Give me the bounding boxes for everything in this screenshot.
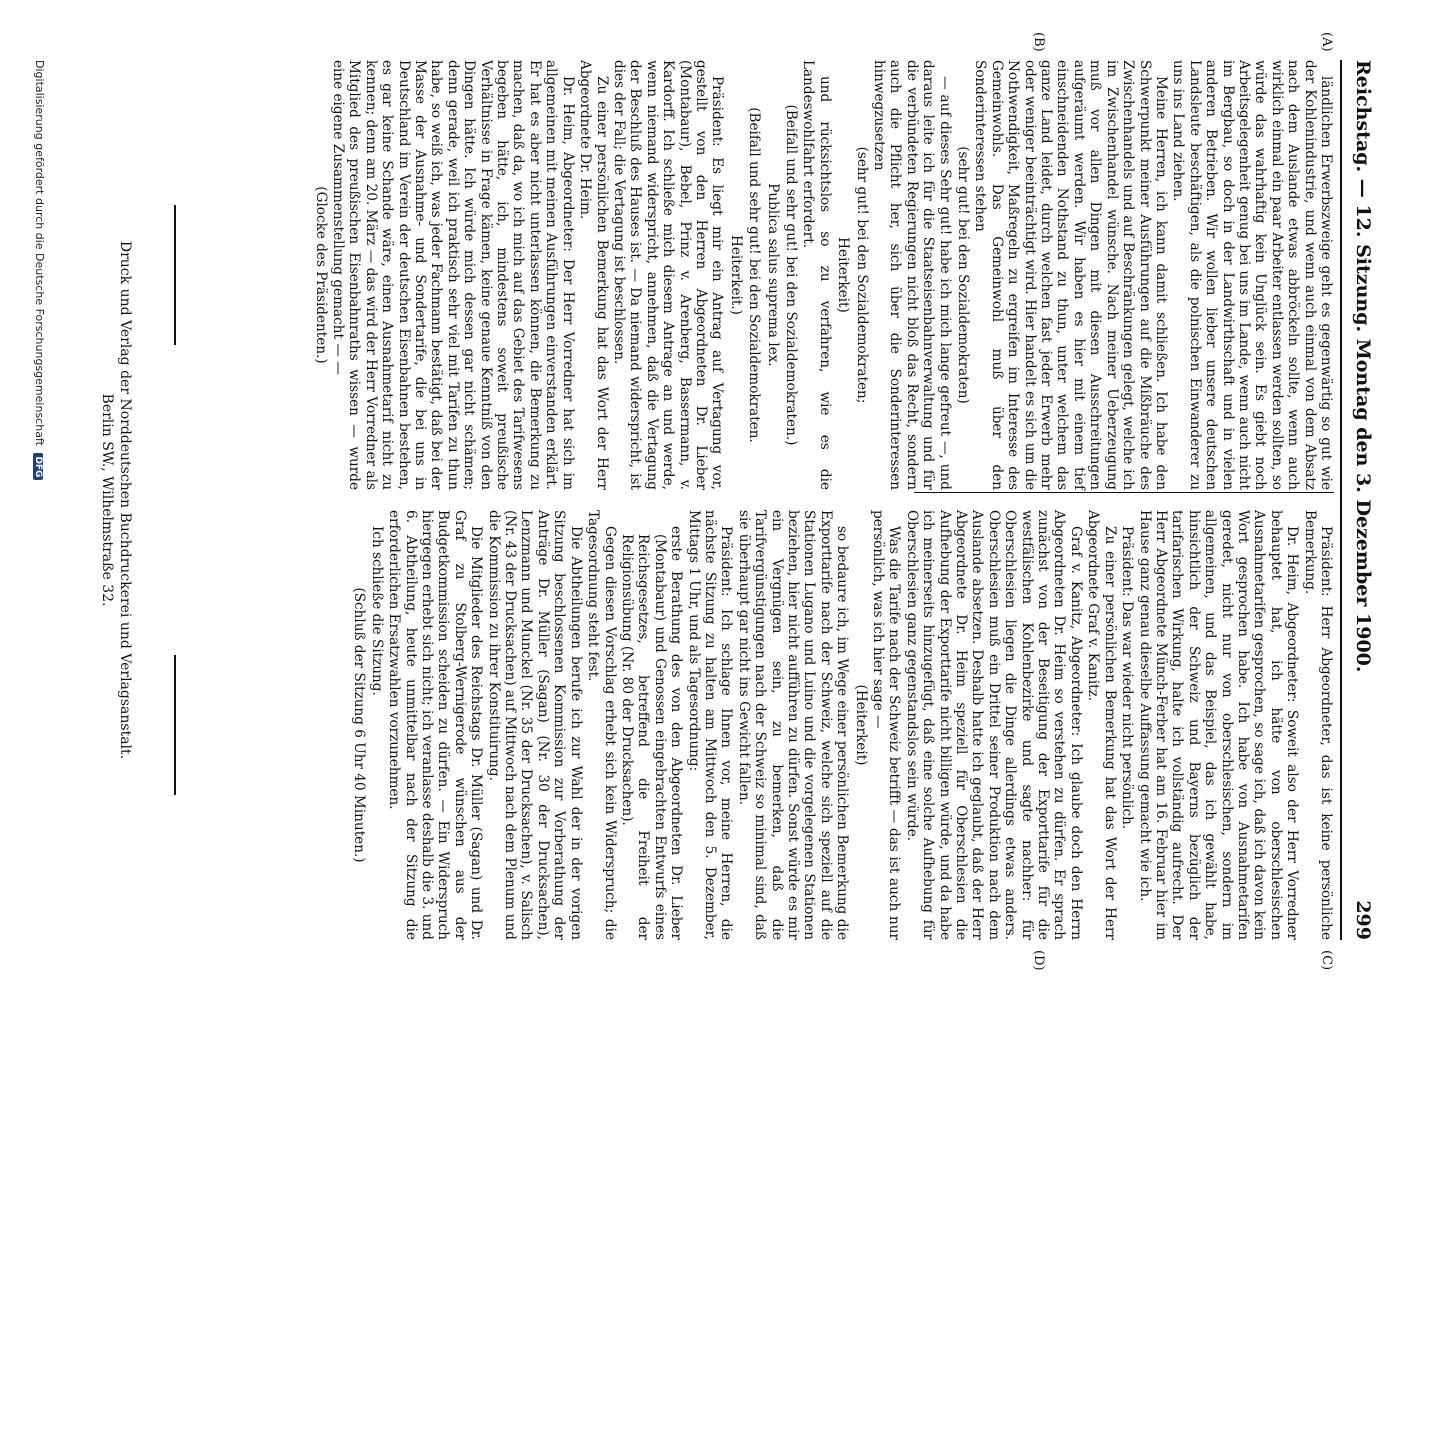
- imprint-line: Berlin SW., Wilhelmstraße 32.: [99, 393, 115, 607]
- section-rule-right: [174, 510, 176, 940]
- margin-marker-c: (C): [1319, 950, 1334, 971]
- interjection: (Heiterkeit): [852, 684, 869, 766]
- paragraph: — auf dieses Sehr gut! habe ich mich lange gefreut —, und daraus leite ich für die Staatseisenbahnverwaltung und für die verbündeten Regierungen nicht bloß das Recht, sondern auch die Pflicht her, sich über die Sonderinteressen hinwegzusetzen: [871, 60, 953, 490]
- digitization-text: Digitalisierung gefördert durch die Deutsche Forschungsgemeinschaft: [33, 60, 46, 446]
- paragraph: und rücksichtslos so zu verfahren, wie es die Landeswohlfahrt erfordert.: [800, 60, 833, 490]
- paragraph: Gegen diesen Vorschlag erhebt sich kein Widerspruch; die Tagesordnung steht fest.: [585, 510, 618, 940]
- margin-marker-a: (A): [1319, 32, 1334, 52]
- paragraph: Die Mitglieder des Reichstags Dr. Müller (Sagan) und Dr. Graf zu Stolberg-Wernigerode wünschen aus der Budgetkommission scheiden zu dürfen. — Ein Widerspruch hiergegen erhebt sich nicht; ich veranlasse deshalb die 3. und 6. Abtheilung, heute unmittelbar nach der Sitzung die erforderlichen Ersatzwahlen vorzunehmen.: [386, 510, 485, 940]
- page-number: 299: [1352, 900, 1374, 940]
- page-header: [1344, 60, 1374, 940]
- margin-marker-b: (B): [1031, 32, 1046, 52]
- imprint-line: Druck und Verlag der Norddeutschen Buchdruckerei und Verlagsanstalt.: [117, 240, 133, 760]
- dfg-logo-icon: DFG: [33, 453, 43, 480]
- paragraph: Zu einer persönlichen Bemerkung hat das Wort der Herr Abgeordnete Graf v. Kanitz.: [1085, 510, 1118, 940]
- column-divider: [914, 492, 1334, 493]
- paragraph: Präsident: Herr Abgeordneter, das ist keine persönliche Bemerkung.: [1301, 510, 1334, 940]
- left-column: [312, 60, 1334, 490]
- paragraph: Was die Tarife nach der Schweiz betrifft — das ist auch nur persönlich, was ich hier sage —: [870, 510, 903, 940]
- interjection: (Beifall und sehr gut! bei den Sozialdemokraten.): [783, 104, 799, 446]
- page-title: Reichstag. — 12. Sitzung. Montag den 3. Dezember 1900.: [1352, 60, 1374, 673]
- paragraph: Präsident: Ich schlage Ihnen vor, meine Herren, die nächste Sitzung zu halten am Mittwoch den 5. Dezember, Mittags 1 Uhr, und als Tagesordnung:: [685, 510, 735, 940]
- paragraph: Dr. Heim, Abgeordneter: Der Herr Vorredner hat sich im allgemeinen mit meinen Ausführungen einverstanden erklärt. Er hat es aber nicht unterlassen können, die Bemerkung zu machen, daß da, wo ich mich auf das Gebiet des Tarifwesens begeben hätte, ich, mindestens soweit preußische Verhältnisse in Frage kämen, keine genaue Kenntniß von den Dingen hätte. Ich würde mich dessen gar nicht schämen; denn gerade, weil ich praktisch sehr viel mit Tarifen zu thun habe, so weiß ich, was jeder Fachmann bestätigt, daß bei der Masse der Ausnahme- und Sondertarife, die bei uns in Deutschland im Verein der deutschen Eisenbahnen bestehen, es gar keine Schande wäre, einen Ausnahmetarif nicht zu kennen; denn am 20. März — das wird der Herr Vorredner als Mitglied des preußischen Eisenbahnraths wissen — wurde eine eigene Zusammenstellung gemacht — —: [330, 60, 576, 490]
- paragraph: Präsident: Das war wieder nicht persönlich.: [1119, 526, 1136, 830]
- section-rule-left: [174, 60, 176, 490]
- right-column: [351, 510, 1334, 940]
- paragraph: Dr. Heim, Abgeordneter: Soweit also der Herr Vorredner behauptet hat, ich hätte von oberschlesischen Ausnahmetarifen gesprochen, so sage ich, daß ich davon kein Wort gesprochen habe. Ich habe von Ausnahmetarifen geredet, nicht nur von oberschlesischen, sondern im allgemeinen, und das Beispiel, das ich gewählt habe, hinsichtlich der Schweiz und Bayerns bezüglich der tarifarischen Wirkung, halte ich vollständig aufrecht. Der Herr Abgeordnete Münch-Ferber hat am 16. Februar hier im Hause ganz genau dieselbe Auffassung gemacht wie ich.: [1136, 510, 1301, 940]
- interjection: (sehr gut! bei den Sozialdemokraten;: [853, 146, 870, 404]
- margin-marker-d: (D): [1031, 950, 1046, 971]
- session-close-note: (Schluß der Sitzung 6 Uhr 40 Minuten.): [351, 587, 368, 863]
- paragraph: Die Abtheilungen berufe ich zur Wahl der in der vorigen Sitzung beschlossenen Kommission zur Vorberathung der Anträge Dr. Müller (Sagan) (Nr. 30 der Drucksachen), Lenzmann und Munckel (Nr. 35 der Drucksachen), v. Salisch (Nr. 43 der Drucksachen) auf Mittwoch nach dem Plenum und die Kommission zu ihrer Konstituirung.: [485, 510, 584, 940]
- paragraph: Meine Herren, ich kann damit schließen. Ich habe den Schwerpunkt meiner Ausführungen auf die Mißbräuche des Zwischenhandels und auf Beschränkungen gelegt, welche ich im Zwischenhandel wünsche. Nach meiner Ueberzeugung muß vor allen Dingen mit diesen Ausschreitungen aufgeräumt werden. Wir haben es hier mit einem tief einschneidenden Nothstand zu thun, unter welchem das ganze Land leidet, durch welchen fast jeder Erwerb mehr oder weniger beeinträchtigt wird. Hier handelt es sich um die Nothwendigkeit, Maßregeln zu ergreifen im Interesse des Gemeinwohls. Das Gemeinwohl muß über den Sonderinteressen stehen: [972, 60, 1169, 490]
- paragraph: Ich schließe die Sitzung.: [368, 526, 385, 696]
- paragraph: Zu einer persönlichen Bemerkung hat das Wort der Herr Abgeordnete Dr. Heim.: [577, 60, 610, 490]
- interjection: Heiterkeit): [835, 237, 852, 313]
- latin-quote: Publica salus suprema lex.: [764, 183, 781, 367]
- paragraph: Graf v. Kanitz, Abgeordneter: Ich glaube doch den Herrn Abgeordneten Dr. Heim so verstehen zu dürfen. Er sprach zunächst von der Beseitigung der Exporttarife für die westfälischen Kohlenbezirke und sagte nachher: für Oberschlesien liegen die Dinge allerdings etwas anders. Oberschlesien muß ein Drittel seiner Produktion nach dem Auslande absetzen. Deshalb hatte ich geglaubt, daß der Herr Abgeordnete Dr. Heim speziell für Oberschlesien die Aufhebung der Exporttarife nicht billigen würde, und da habe ich meinerseits hinzugefügt, daß eine solche Aufhebung für Oberschlesien ganz gegenstandslos sein würde.: [903, 510, 1084, 940]
- agenda-item: erste Berathung des von den Abgeordneten Dr. Lieber (Montabaur) und Genossen eingebrachten Entwurfs eines Reichsgesetzes, betreffend die Freiheit der Religionsübung (Nr. 80 der Drucksachen).: [618, 526, 685, 940]
- interjection: (Glocke des Präsidenten.): [312, 186, 329, 364]
- paragraph: so bedaure ich, im Wege einer persönlichen Bemerkung die Exporttarife nach der Schweiz, welche sich speziell auf die Stationen Lugano und Luino und die vorgelegenen Stationen beziehen, hier nicht aufführen zu dürfen. Sonst würde es mir ein Vergnügen sein, zu bemerken, daß die Tarifvergünstigungen nach der Schweiz so minimal sind, daß sie überhaupt gar nicht ins Gewicht fallen.: [735, 510, 851, 940]
- header-rule: [1340, 60, 1342, 940]
- printer-imprint: [98, 60, 134, 940]
- interjection: (Beifall und sehr gut! bei den Sozialdemokraten.: [746, 107, 763, 443]
- interjection: Heiterkeit.): [727, 235, 744, 315]
- digitization-note: [33, 60, 46, 940]
- interjection: (sehr gut! bei den Sozialdemokraten): [955, 146, 972, 404]
- paragraph: Präsident: Es liegt mir ein Antrag auf Vertagung vor, gestellt von den Herren Abgeordneten Dr. Lieber (Montabaur), Bebel, Prinz v. Arenberg, Bassermann, v. Kardorff. Ich schließe mich diesem Antrage an und werde, wenn niemand widerspricht, annehmen, daß die Vertagung der Beschluß des Hauses ist. — Da niemand widerspricht, ist dies der Fall; die Vertagung ist beschlossen.: [610, 60, 726, 490]
- paragraph: ländlichen Erwerbszweige geht es gegenwärtig so gut wie der Kohlenindustrie, und wenn auch einmal von dem Absatz nach dem Auslande etwas abbröckeln sollte, wenn auch wirklich einmal ein paar Arbeiter entlassen werden sollten, so würde das wahrhaftig kein Unglück sein. Es giebt noch Arbeitsgelegenheit genug bei uns im Lande, wenn auch nicht im Bergbau, so doch in der Landwirthschaft und in vielen anderen Betrieben. Wir wollen lieber unsere deutschen Landsleute beschäftigen, als die polnischen Einwanderer zu uns ins Land ziehen.: [1170, 60, 1334, 490]
